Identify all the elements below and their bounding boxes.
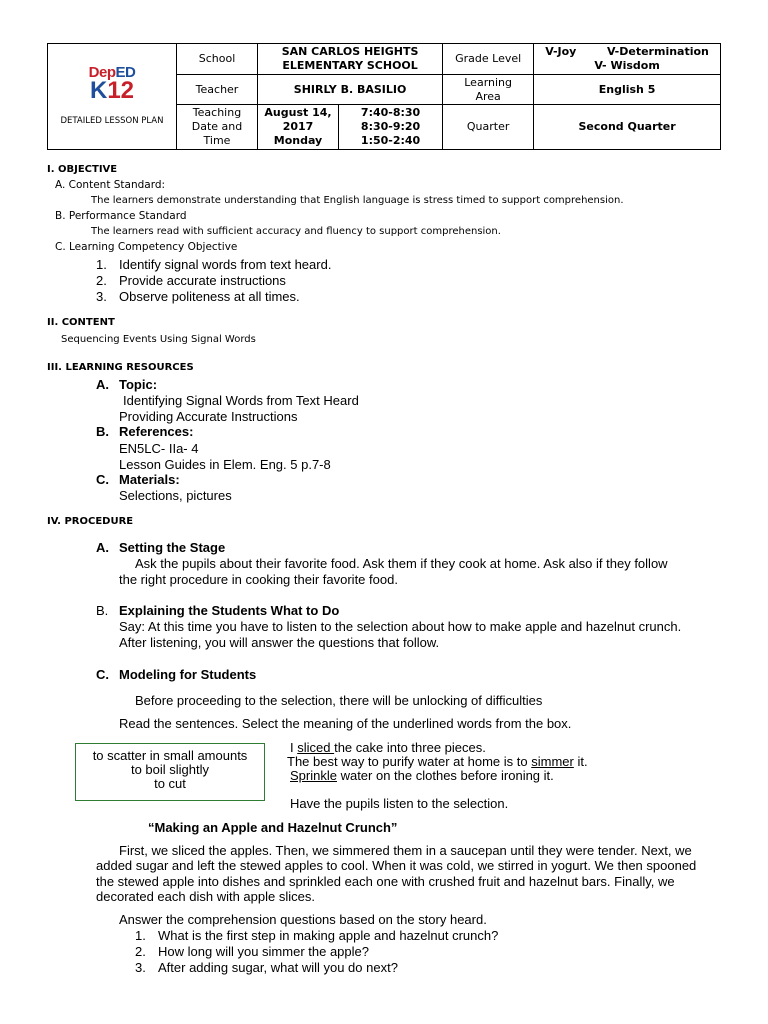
- story-line: First, we sliced the apples. Then, we simmered them in a saucepan until they were tender. Next, we: [119, 843, 692, 858]
- question-number: 3.: [135, 960, 146, 975]
- underlined-word: Sprinkle: [290, 768, 337, 783]
- story-line: decorated each dish with apple slices.: [96, 889, 315, 904]
- plan-label: DETAILED LESSON PLAN: [60, 116, 164, 126]
- header-table: [47, 43, 721, 150]
- grade-label: Grade Level: [443, 44, 534, 75]
- resources-title: III. LEARNING RESOURCES: [47, 362, 194, 373]
- logo-k12-text: K12: [89, 77, 135, 104]
- topic-label: Topic:: [119, 377, 158, 392]
- step-b-letter: B.: [96, 603, 109, 618]
- step-a-text: Ask the pupils about their favorite food. Ask them if they cook at home. Ask also if they follow: [135, 556, 668, 571]
- school-label: School: [177, 44, 258, 75]
- topic-line: Providing Accurate Instructions: [119, 409, 298, 424]
- content-title: II. CONTENT: [47, 317, 115, 328]
- question: After adding sugar, what will you do next?: [158, 960, 398, 975]
- references-letter: B.: [96, 424, 109, 439]
- underlined-word: simmer: [531, 754, 574, 769]
- date-value: August 14, 2017 Monday: [258, 105, 339, 150]
- references-label: References:: [119, 424, 194, 439]
- topic-letter: A.: [96, 377, 109, 392]
- quarter-value: Second Quarter: [534, 105, 721, 150]
- step-c-text: Before proceeding to the selection, there will be unlocking of difficulties: [135, 693, 543, 708]
- meaning-option: to cut: [154, 776, 186, 791]
- deped-k12-logo: [50, 65, 174, 128]
- content-text: Sequencing Events Using Signal Words: [61, 334, 256, 345]
- logo-deped-text: DepED: [88, 64, 136, 81]
- step-a-text: the right procedure in cooking their favorite food.: [119, 572, 398, 587]
- objective-title: I. OBJECTIVE: [47, 164, 118, 175]
- objective-item-number: 3.: [96, 289, 107, 304]
- materials-line: Selections, pictures: [119, 488, 232, 503]
- sentence-3: Sprinkle water on the clothes before ironing it.: [290, 768, 554, 783]
- listen-instruction: Have the pupils listen to the selection.: [290, 796, 509, 811]
- content-standard-label: A. Content Standard:: [55, 179, 166, 191]
- objective-item-number: 1.: [96, 257, 107, 272]
- performance-standard-text: The learners read with sufficient accuracy and fluency to support comprehension.: [91, 226, 501, 237]
- performance-standard-label: B. Performance Standard: [55, 210, 187, 222]
- topic-line: Identifying Signal Words from Text Heard: [123, 393, 359, 408]
- story-title: “Making an Apple and Hazelnut Crunch”: [148, 820, 398, 835]
- word-meaning-box: [75, 743, 265, 801]
- meaning-option: to boil slightly: [130, 762, 210, 777]
- grade-value: V-Joy V-Determination V- Wisdom: [534, 44, 721, 75]
- question-number: 1.: [135, 928, 146, 943]
- school-value: SAN CARLOS HEIGHTS ELEMENTARY SCHOOL: [258, 44, 443, 75]
- step-c-letter: C.: [96, 667, 109, 682]
- teacher-label: Teacher: [177, 75, 258, 105]
- sentence-1: I sliced the cake into three pieces.: [290, 740, 486, 755]
- objective-item: Observe politeness at all times.: [119, 289, 300, 304]
- story-line: added sugar and left the stewed apples to cool. When it was cold, we stirred in yogurt. We then spooned: [96, 858, 697, 873]
- underlined-word: sliced: [297, 740, 335, 755]
- answer-instruction: Answer the comprehension questions based on the story heard.: [119, 912, 487, 927]
- step-c-label: Modeling for Students: [119, 667, 257, 682]
- step-b-text: After listening, you will answer the questions that follow.: [119, 635, 440, 650]
- objective-item: Provide accurate instructions: [119, 273, 286, 288]
- reference-line: Lesson Guides in Elem. Eng. 5 p.7-8: [119, 457, 331, 472]
- competency-label: C. Learning Competency Objective: [55, 241, 238, 253]
- sentence-2: The best way to purify water at home is to simmer it.: [287, 754, 588, 769]
- step-b-text: Say: At this time you have to listen to the selection about how to make apple and hazelnut crunch.: [119, 619, 682, 634]
- time-value: 7:40-8:30 8:30-9:20 1:50-2:40: [339, 105, 443, 150]
- teacher-value: SHIRLY B. BASILIO: [258, 75, 443, 105]
- area-label: Learning Area: [443, 75, 534, 105]
- objective-item: Identify signal words from text heard.: [119, 257, 332, 272]
- procedure-title: IV. PROCEDURE: [47, 516, 134, 527]
- content-standard-text: The learners demonstrate understanding that English language is stress timed to support comprehension.: [91, 195, 624, 206]
- step-b-label: Explaining the Students What to Do: [119, 603, 340, 618]
- area-value: English 5: [534, 75, 721, 105]
- step-c-text: Read the sentences. Select the meaning of the underlined words from the box.: [119, 716, 572, 731]
- step-a-label: Setting the Stage: [119, 540, 226, 555]
- date-label: Teaching Date and Time: [177, 105, 258, 150]
- question: How long will you simmer the apple?: [158, 944, 369, 959]
- reference-line: EN5LC- IIa- 4: [119, 441, 199, 456]
- meaning-option: to scatter in small amounts: [92, 748, 248, 763]
- question-number: 2.: [135, 944, 146, 959]
- objective-item-number: 2.: [96, 273, 107, 288]
- quarter-label: Quarter: [443, 105, 534, 150]
- story-line: the stewed apple into dishes and sprinkled each one with crushed fruit and hazelnut bars. Finally, we: [96, 874, 675, 889]
- materials-label: Materials:: [119, 472, 180, 487]
- question: What is the first step in making apple and hazelnut crunch?: [158, 928, 499, 943]
- step-a-letter: A.: [96, 540, 109, 555]
- logo-cell: [48, 44, 177, 150]
- materials-letter: C.: [96, 472, 109, 487]
